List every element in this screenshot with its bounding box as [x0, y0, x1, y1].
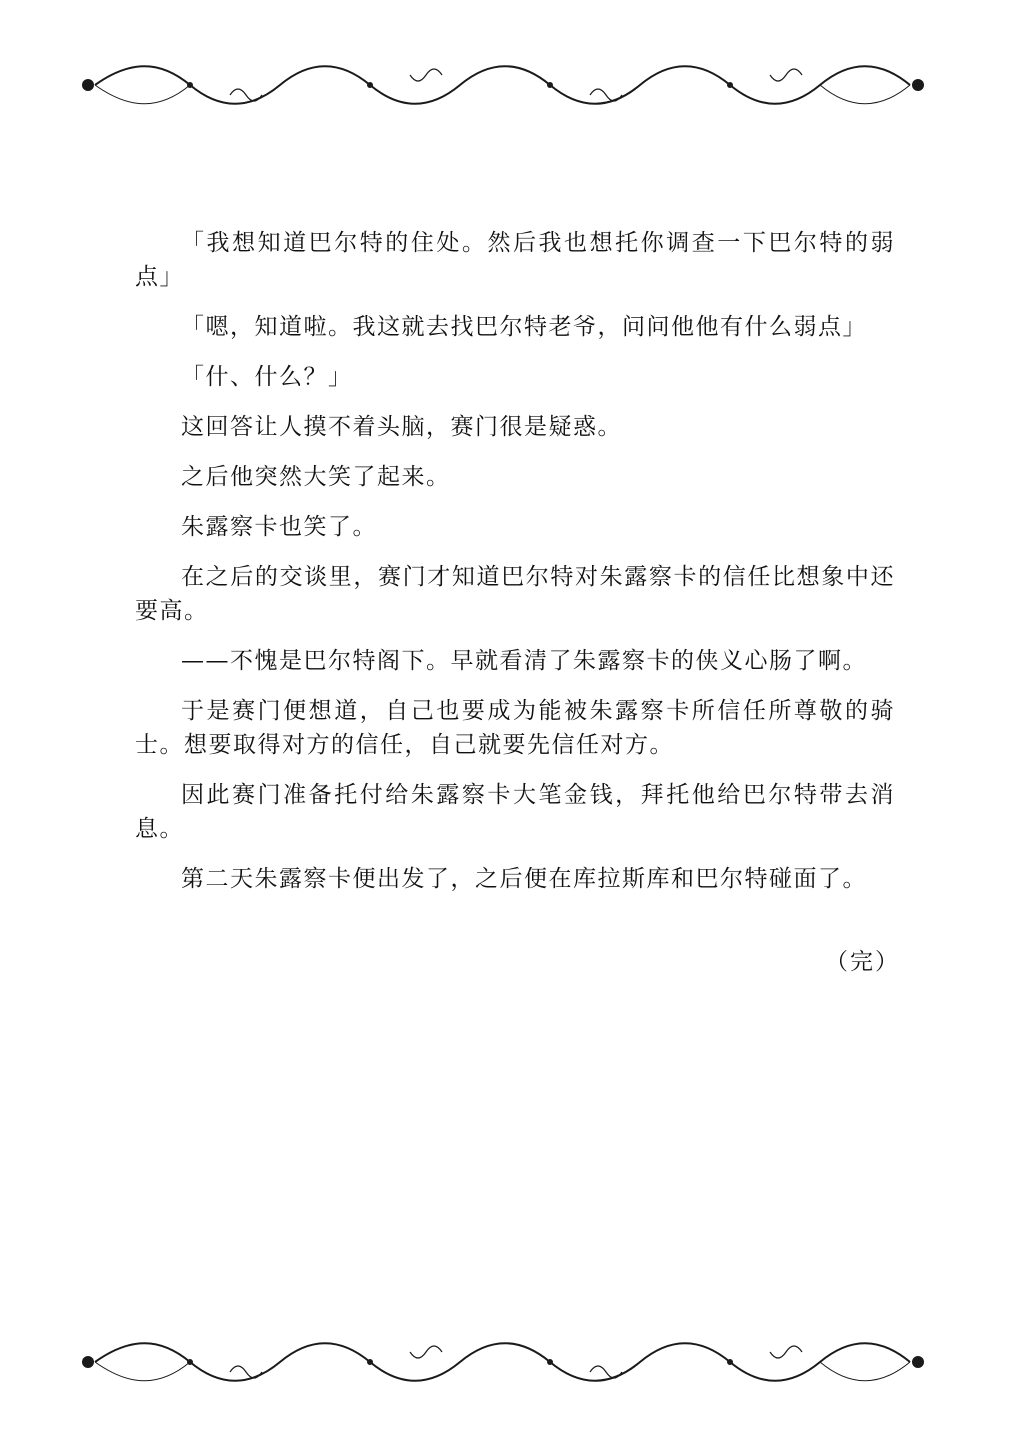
paragraph: 朱露察卡也笑了。	[181, 514, 377, 540]
vine-border-bottom-svg	[70, 1332, 960, 1392]
paragraph: 于是赛门便想道，自己也要成为能被朱露察卡所信任所尊敬的骑士。想要取得对方的信任，自己就要先信任对方。	[135, 698, 895, 758]
paragraph: 第二天朱露察卡便出发了，之后便在库拉斯库和巴尔特碰面了。	[181, 866, 867, 892]
paragraph: 「嗯，知道啦。我这就去找巴尔特老爷，问问他他有什么弱点」	[181, 314, 867, 340]
paragraph: 因此赛门准备托付给朱露察卡大笔金钱，拜托他给巴尔特带去消息。	[135, 782, 895, 842]
paragraph: 「我想知道巴尔特的住处。然后我也想托你调查一下巴尔特的弱点」	[135, 230, 895, 290]
vine-border-top-svg	[70, 55, 960, 115]
paragraph: ——不愧是巴尔特阁下。早就看清了朱露察卡的侠义心肠了啊。	[181, 648, 867, 674]
top-ornamental-border	[70, 55, 960, 115]
paragraph: 这回答让人摸不着头脑，赛门很是疑惑。	[181, 414, 622, 440]
paragraph: 之后他突然大笑了起来。	[181, 464, 451, 490]
paragraph: 在之后的交谈里，赛门才知道巴尔特对朱露察卡的信任比想象中还要高。	[135, 564, 895, 624]
main-text-body	[135, 226, 895, 912]
bottom-ornamental-border	[70, 1332, 960, 1392]
end-mark: （完）	[825, 949, 900, 975]
paragraph: 「什、什么？」	[181, 364, 353, 390]
